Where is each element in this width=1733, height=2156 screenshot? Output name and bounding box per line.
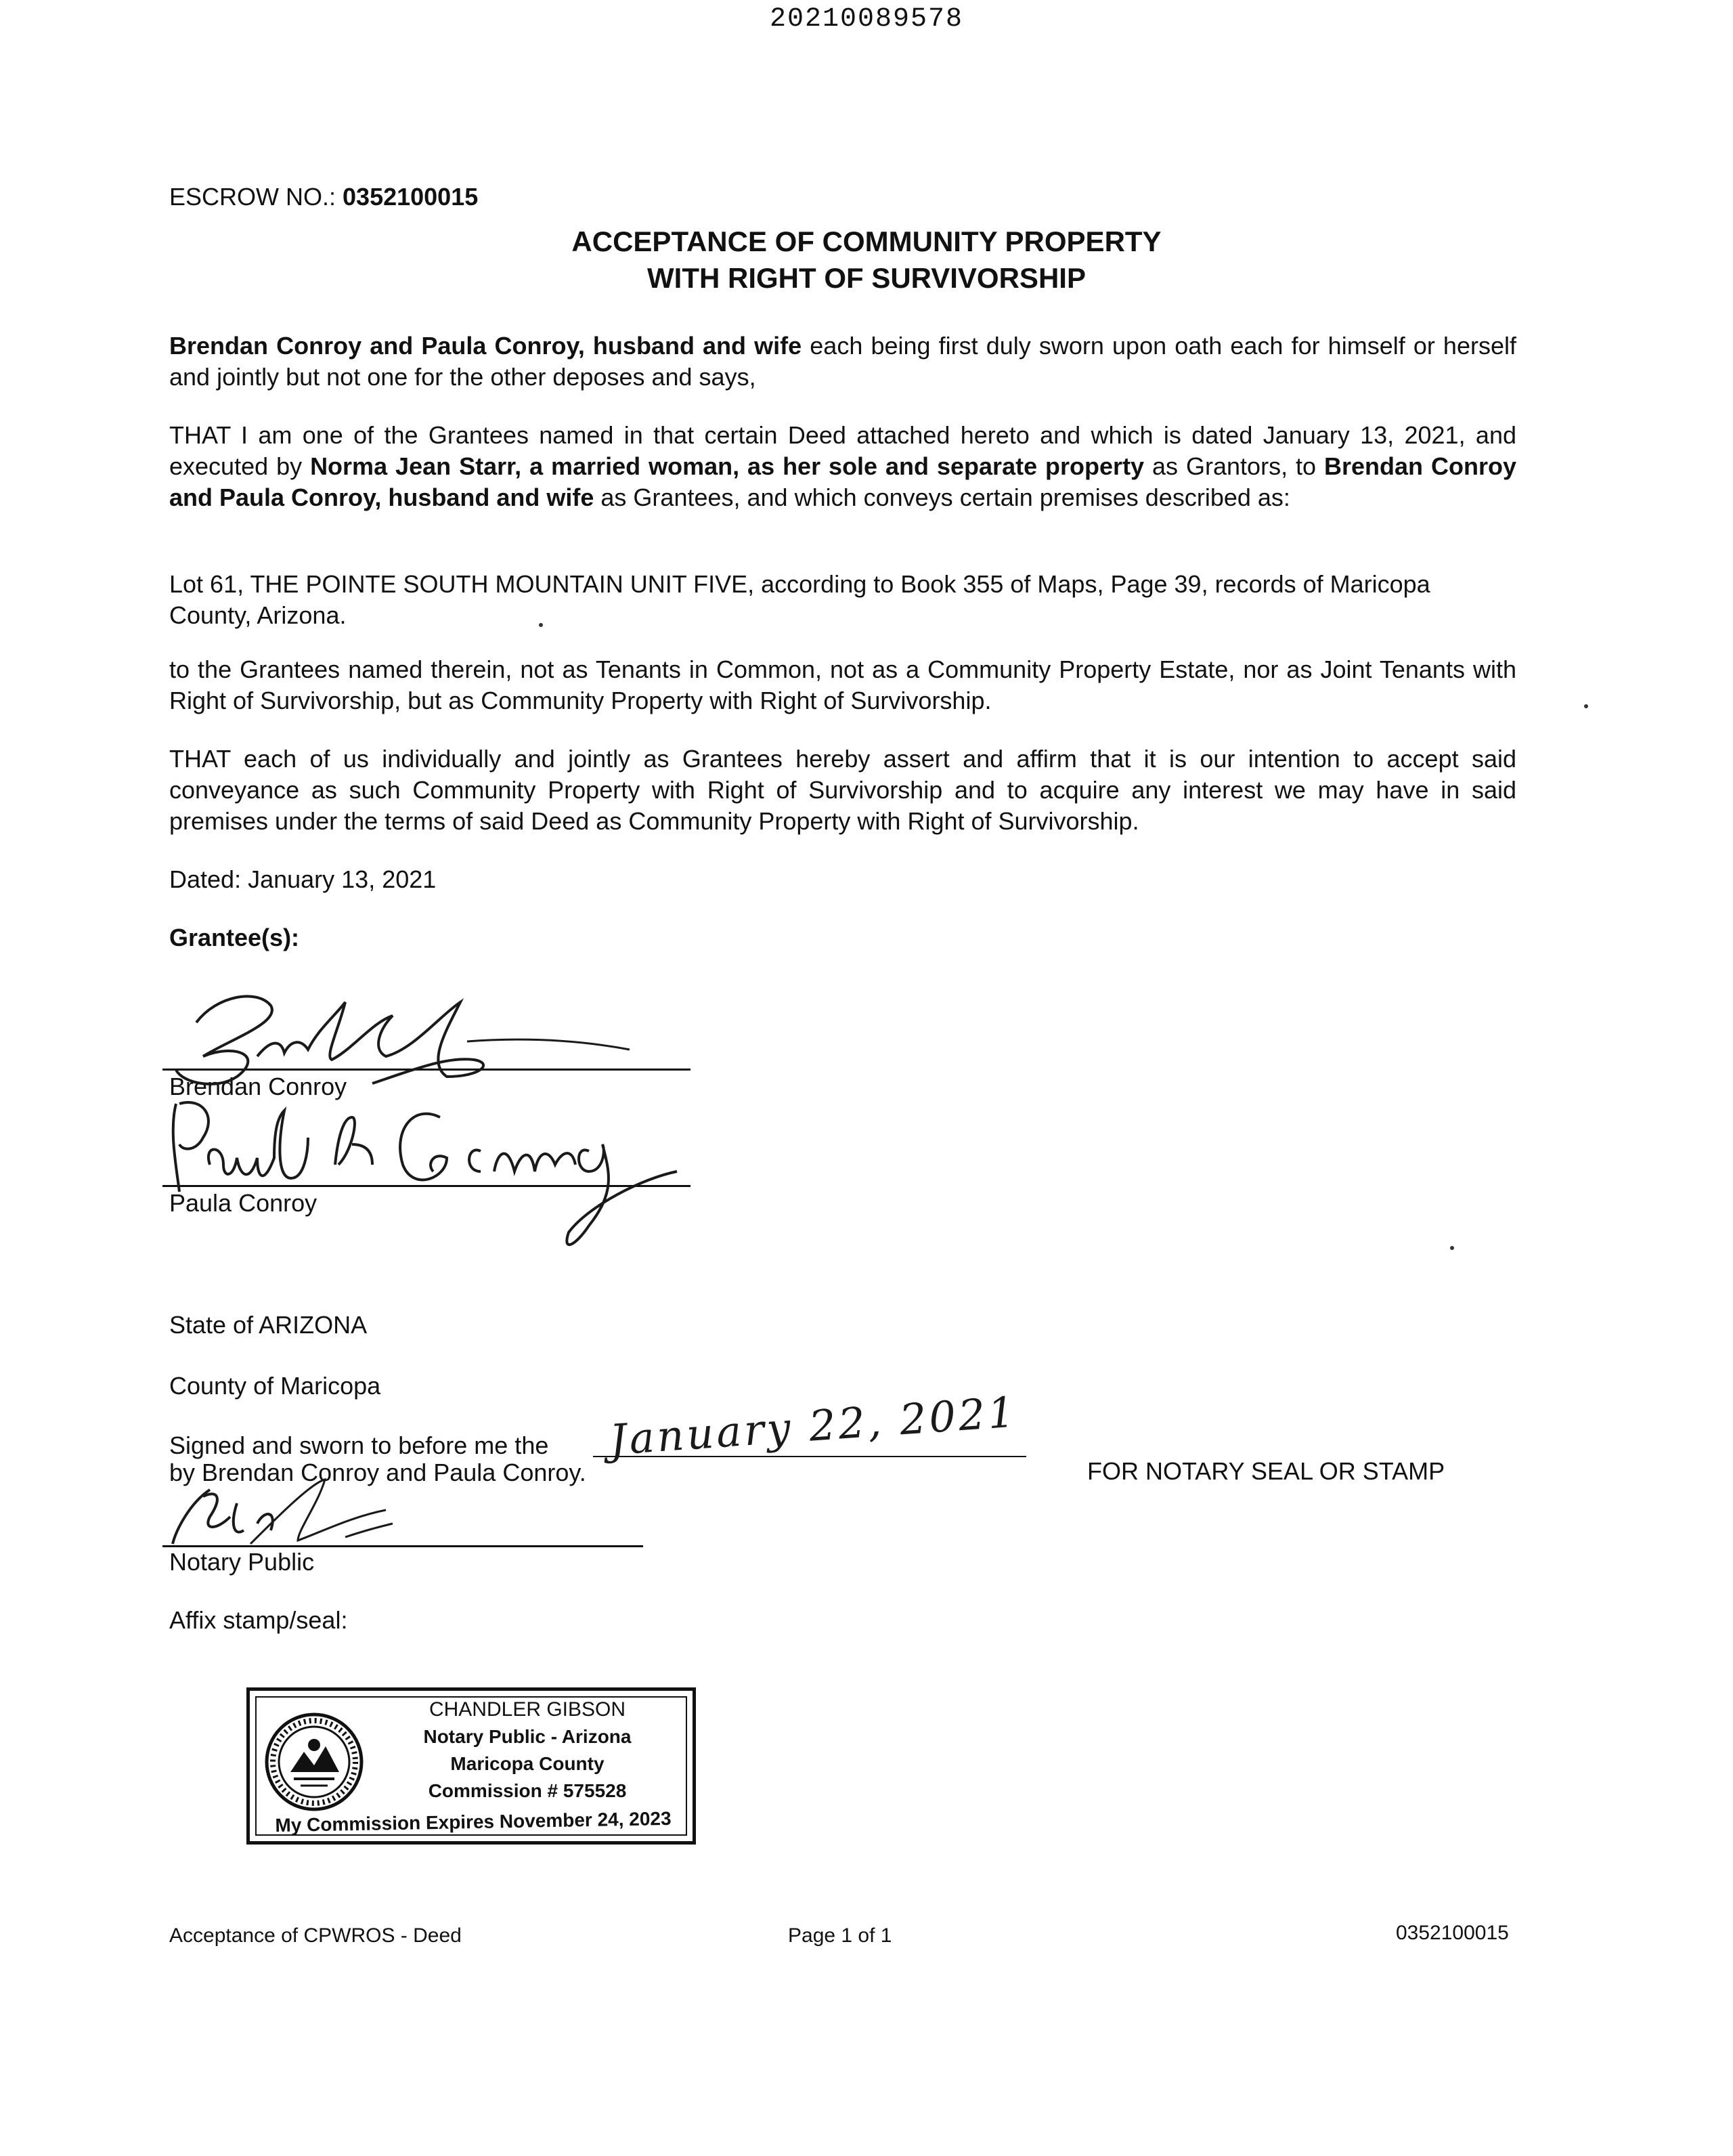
- notary-county-stamp: Maricopa County: [450, 1753, 605, 1774]
- notary-signature-scrawl: [162, 1476, 474, 1551]
- arizona-seal-icon: [263, 1711, 365, 1813]
- recording-number: 20210089578: [769, 4, 964, 35]
- notary-stamp: [246, 1687, 696, 1845]
- dated-line: Dated: January 13, 2021: [169, 865, 437, 893]
- document-title-line1: ACCEPTANCE OF COMMUNITY PROPERTY: [571, 225, 1162, 257]
- grantee1-name: Brendan Conroy: [169, 1073, 347, 1100]
- grantee2-name: Paula Conroy: [169, 1189, 317, 1217]
- grantees-text-c: as Grantees, and which conveys certain premises described as:: [594, 483, 1290, 511]
- grantees-paragraph: [169, 420, 1516, 513]
- document-title-line2: WITH RIGHT OF SURVIVORSHIP: [647, 262, 1086, 294]
- notary-name: CHANDLER GIBSON: [429, 1698, 626, 1721]
- escrow-number: 0352100015: [343, 183, 479, 211]
- grantees-text-a: THAT I am one of the Grantees named in that certain Deed attached hereto and which is dated January 13, 2021, and executed by: [169, 421, 1516, 480]
- notary-expiration: My Commission Expires November 24, 2023: [275, 1807, 672, 1836]
- escrow-label: ESCROW NO.:: [169, 183, 336, 211]
- sworn-text: Signed and sworn to before me the: [169, 1431, 549, 1459]
- footer-doc-name: Acceptance of CPWROS - Deed: [169, 1924, 462, 1947]
- escrow-line: [169, 181, 478, 213]
- grantees-text-b: as Grantors, to: [1144, 452, 1325, 480]
- affix-stamp-label: Affix stamp/seal:: [169, 1606, 348, 1634]
- deponents-names: Brendan Conroy and Paula Conroy, husband and wife: [169, 332, 802, 360]
- notary-public-label: Notary Public: [169, 1548, 315, 1576]
- notary-county: County of Maricopa: [169, 1372, 381, 1400]
- notary-stamp-text: [378, 1696, 676, 1805]
- tenancy-paragraph: to the Grantees named therein, not as Tenants in Common, not as a Community Property Estate, nor as Joint Tenants with Right of Survivorship, but as Community Property with Right of Survivorship.: [169, 655, 1516, 714]
- grantee-names: Brendan Conroy and Paula Conroy, husband and wife: [169, 452, 1516, 511]
- deponents-paragraph: [169, 330, 1516, 393]
- legal-description: Lot 61, THE POINTE SOUTH MOUNTAIN UNIT FIVE, according to Book 355 of Maps, Page 39, records of Maricopa County, Arizona.: [169, 570, 1430, 629]
- scan-speck: [1584, 704, 1588, 708]
- grantor-names: Norma Jean Starr, a married woman, as her sole and separate property: [310, 452, 1145, 480]
- notary-title: Notary Public - Arizona: [423, 1726, 632, 1747]
- affirmation-paragraph: THAT each of us individually and jointly as Grantees hereby assert and affirm that it is our intention to accept said conveyance as such Community Property with Right of Survivorship and to acquire any interest we may have in said premises under the terms of said Deed as Community Property with Right of Survivorship.: [169, 745, 1516, 835]
- scan-speck: [539, 623, 543, 627]
- footer-escrow-number: 0352100015: [1396, 1922, 1509, 1944]
- notary-seal-placeholder: FOR NOTARY SEAL OR STAMP: [1087, 1457, 1445, 1485]
- grantees-heading: Grantee(s):: [169, 924, 300, 951]
- handwritten-notary-date: January 22, 2021: [608, 1387, 1019, 1465]
- notary-state: State of ARIZONA: [169, 1311, 368, 1339]
- scan-speck: [1450, 1246, 1454, 1250]
- deponents-oath-text: each being first duly sworn upon oath each for himself or herself and jointly but not one for the other deposes and says,: [169, 332, 1516, 391]
- paula-signature-scrawl: [156, 1090, 765, 1266]
- footer-page-number: Page 1 of 1: [788, 1924, 892, 1947]
- notary-commission: Commission # 575528: [428, 1780, 627, 1801]
- sworn-by-text: by Brendan Conroy and Paula Conroy.: [169, 1459, 586, 1486]
